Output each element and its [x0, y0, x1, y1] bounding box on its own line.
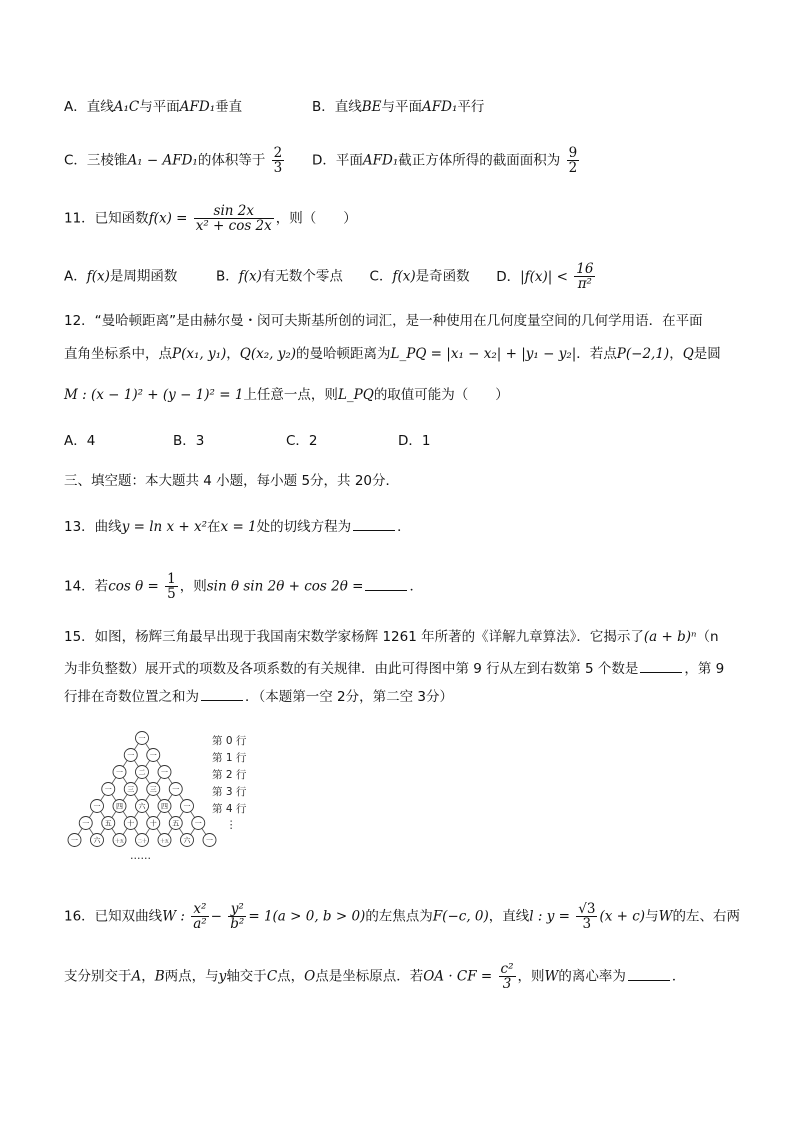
triangle-node-label: 二 — [138, 768, 146, 777]
triangle-node-label: 一 — [93, 802, 101, 811]
q13: 13．曲线y = ln x + x²在x = 1处的切线方程为 ． — [64, 519, 411, 535]
fraction: $\frac{\text{x²}}{\text{a²}}$ — [193, 901, 207, 932]
triangle-node-label: 一 — [104, 785, 112, 794]
fraction: $\frac{1}{5}$ — [167, 571, 176, 602]
triangle-node-label: 一 — [138, 734, 146, 743]
triangle-node-label: 十五 — [160, 839, 169, 845]
q11-option-c: C．f(x)是奇函数 — [369, 268, 470, 285]
triangle-node-label: 四 — [116, 802, 123, 811]
triangle-node-label: 三 — [127, 785, 135, 794]
triangle-node-label: 六 — [138, 802, 146, 811]
triangle-node-label: 四 — [161, 802, 168, 811]
triangle-node-label: 一 — [127, 751, 135, 760]
q12-line-1: 12．“曼哈顿距离”是由赫尔曼・闵可夫斯基所创的词汇，是一种使用在几何度量空间的几何学用语．在平面 — [64, 313, 703, 329]
triangle-bottom-dots: …… — [130, 850, 151, 862]
q15-line-1: 15．如图，杨辉三角最早出现于我国南宋数学家杨辉 1261 年所著的《详解九章算法》．它揭示了(a + b)ⁿ（n — [64, 629, 719, 645]
answer-blank — [640, 660, 682, 673]
triangle-node-label: 一 — [183, 802, 191, 811]
triangle-node-label: 六 — [93, 836, 101, 845]
triangle-node-label: 一 — [194, 819, 202, 828]
fraction: $\frac{16}{\text{π²}}$ — [576, 261, 594, 292]
triangle-node-label: 一 — [161, 768, 168, 777]
row-label-dots: ⋮ — [226, 819, 237, 831]
q11-option-a: A．f(x)是周期函数 — [64, 268, 178, 285]
triangle-node-label: 三 — [149, 785, 157, 794]
row-label-2: 第 2 行 — [212, 769, 247, 781]
fraction: $\frac{\text{y²}}{\text{b²}}$ — [230, 901, 245, 932]
q12-option-d: D．1 — [398, 433, 431, 449]
q12-option-b: B．3 — [173, 433, 205, 449]
row-label-3: 第 3 行 — [212, 786, 247, 798]
q10-option-c: C．三棱锥A₁ − AFD₁的体积等于 $\frac{2}{3}$ — [64, 145, 283, 176]
math-expr: A₁C — [113, 99, 140, 115]
q12-option-a: A．4 — [64, 433, 96, 449]
q15-line-2: 为非负整数）展开式的项数及各项系数的有关规律．由此可得图中第 9 行从左到右数第 5 个数是 ，第 9 — [64, 661, 725, 677]
fraction: $\frac{\text{c²}}{3}$ — [500, 961, 514, 992]
q10-option-d: D．平面AFD₁截正方体所得的截面面积为 $\frac{9}{2}$ — [312, 145, 578, 176]
fraction: $\frac{9}{2}$ — [568, 145, 578, 176]
answer-blank — [365, 578, 407, 591]
row-label-4: 第 4 行 — [212, 803, 247, 815]
triangle-node-label: 五 — [104, 819, 112, 828]
triangle-node-label: 一 — [172, 785, 180, 794]
row-label-1: 第 1 行 — [212, 752, 247, 764]
q16-line-2: 支分别交于A，B两点，与y轴交于C点，O点是坐标原点．若OA · CF = $\frac{\text{c²}}{3}$ ，则W的离心率为 ． — [64, 961, 686, 992]
q12-line-3: M : (x − 1)² + (y − 1)² = 1上任意一点，则L_PQ的取值可能为（ ） — [64, 387, 509, 403]
q11-option-d: D．|f(x)| < $\frac{16}{\text{π²}}$ — [496, 261, 594, 292]
triangle-node-label: 十五 — [115, 839, 124, 845]
q11-option-b: B．f(x)有无数个零点 — [216, 268, 343, 285]
triangle-node-label: 一 — [82, 819, 90, 828]
triangle-node-label: 十 — [149, 819, 157, 828]
q16-line-1: 16．已知双曲线W : $\frac{\text{x²}}{\text{a²}}$ − $\frac{\text{y²}}{\text{b²}}$ = 1(a > 0, b > 0)的左焦点为F(−c, 0)，直线l : y = $\frac{√3}{3}$ (x + c)与W的左、右两 — [64, 901, 740, 932]
triangle-node-label: 六 — [183, 836, 191, 845]
q14: 14．若cos θ = $\frac{1}{5}$ ，则sin θ sin 2θ + cos 2θ = ． — [64, 571, 423, 602]
fraction: $\frac{\sin 2x}{\text{x² + cos 2x}}$ — [195, 203, 272, 234]
q10-option-a: A．直线A₁C与平面AFD₁垂直 — [64, 99, 243, 115]
triangle-node-label: 一 — [206, 836, 213, 845]
triangle-node-label: 五 — [172, 819, 180, 828]
triangle-node-label: 一 — [149, 751, 157, 760]
answer-blank — [201, 688, 243, 701]
q11-stem: 11．已知函数f(x) = $\frac{\sin 2x}{\text{x² + cos 2x}}$ ，则（ ） — [64, 203, 357, 234]
triangle-node-label: 二十 — [137, 839, 147, 845]
q10-option-b: B．直线BE与平面AFD₁平行 — [312, 99, 485, 115]
section-3-heading: 三、填空题：本大题共 4 小题，每小题 5分，共 20分． — [64, 473, 400, 489]
triangle-node-label: 一 — [71, 836, 78, 845]
fraction: $\frac{2}{3}$ — [273, 145, 283, 176]
row-label-0: 第 0 行 — [212, 735, 247, 747]
q12-line-2: 直角坐标系中，点P(x₁, y₁)，Q(x₂, y₂)的曼哈顿距离为L_PQ = |x₁ − x₂| + |y₁ − y₂|．若点P(−2,1)，Q是圆 — [64, 346, 721, 362]
triangle-node-label: 一 — [116, 768, 123, 777]
answer-blank — [353, 518, 395, 531]
q11-options — [64, 262, 597, 291]
q12-option-c: C．2 — [286, 433, 318, 449]
q15-line-3: 行排在奇数位置之和为 ．（本题第一空 2分，第二空 3分） — [64, 689, 454, 705]
answer-blank — [628, 968, 670, 981]
triangle-node-label: 十 — [127, 819, 135, 828]
fraction: $\frac{√3}{3}$ — [578, 901, 596, 932]
